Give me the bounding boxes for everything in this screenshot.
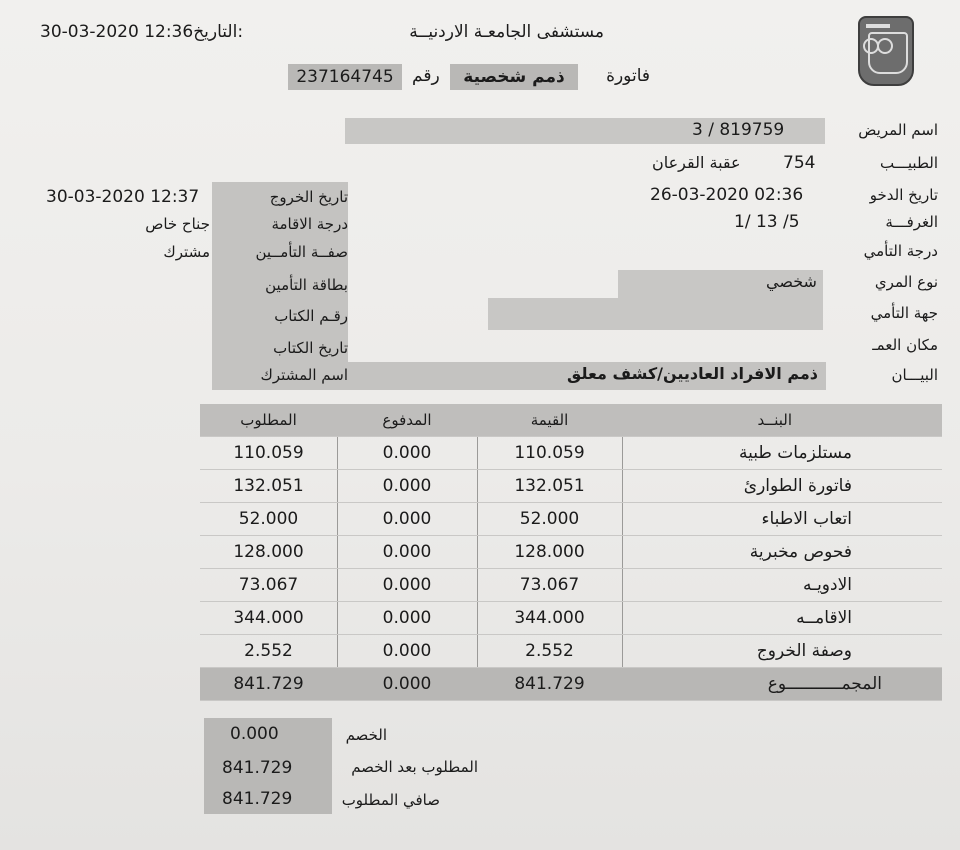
table-row: [200, 536, 942, 569]
table-total-row: [200, 668, 942, 701]
cell-item: وصفة الخروج: [756, 641, 852, 661]
cell-value: 52.000: [519, 509, 580, 529]
insurer-label: جهة التأمي: [870, 304, 938, 322]
after-discount-label: المطلوب بعد الخصم: [351, 758, 478, 776]
invoice-word: فاتورة: [606, 66, 650, 86]
hospital-name: مستشفى الجامعـة الاردنيــة: [409, 22, 604, 42]
print-date-label: التاريخ:: [193, 22, 244, 42]
cell-item: فاتورة الطوارئ: [743, 476, 852, 496]
statement-value: ذمم الافراد العاديين/كشف معلق: [567, 364, 818, 383]
cell-item: الاقامــه: [796, 608, 852, 628]
patient-file-number: 3 / 819759: [692, 120, 785, 140]
workplace-label: مكان العمـ: [872, 336, 938, 354]
cell-paid: 0.000: [382, 509, 432, 529]
cell-required: 128.000: [233, 542, 304, 562]
net-label: صافي المطلوب: [341, 791, 440, 809]
doctor-code: 754: [783, 153, 816, 173]
letter-number-label: رقـم الكتاب: [274, 307, 348, 325]
stay-degree-label: درجة الاقامة: [271, 215, 348, 233]
insurance-status: مشترك: [163, 243, 210, 261]
cell-value: 128.000: [514, 542, 585, 562]
insurance-card-label: بطاقة التأمين: [265, 276, 348, 294]
cell-required: 344.000: [233, 608, 304, 628]
statement-label: البيـــان: [891, 366, 938, 384]
discount-label: الخصم: [345, 726, 387, 744]
table-row: [200, 437, 942, 470]
patient-type: شخصي: [766, 272, 817, 291]
cell-paid: 0.000: [382, 476, 432, 496]
exit-date: 30-03-2020 12:37: [46, 187, 200, 207]
cell-paid: 0.000: [382, 641, 432, 661]
header-paid: المدفوع: [382, 411, 432, 429]
invoice-number-label: رقم: [412, 66, 440, 86]
letter-date-label: تاريخ الكتاب: [273, 339, 348, 357]
after-discount-value: 841.729: [222, 758, 293, 778]
admission-date: 26-03-2020 02:36: [650, 185, 804, 205]
insurer-redaction: [488, 298, 823, 330]
cell-paid: 0.000: [382, 608, 432, 628]
invoice-number: 237164745: [288, 64, 402, 90]
header-item: البنــد: [757, 411, 792, 429]
header-required: المطلوب: [240, 411, 297, 429]
cell-item: اتعاب الاطباء: [761, 509, 852, 529]
cell-value: 73.067: [519, 575, 580, 595]
cell-item: مستلزمات طبية: [738, 443, 852, 463]
patient-type-label: نوع المري: [874, 273, 938, 291]
patient-name-label: اسم المريض: [858, 121, 938, 139]
table-row: [200, 602, 942, 635]
cell-required: 110.059: [233, 443, 304, 463]
total-label: المجمـــــــــــوع: [767, 674, 882, 694]
cell-value: 132.051: [514, 476, 585, 496]
header-value: القيمة: [530, 411, 569, 429]
cell-required: 2.552: [244, 641, 293, 661]
cell-paid: 0.000: [382, 443, 432, 463]
cell-item: الادويـه: [802, 575, 852, 595]
cell-paid: 0.000: [382, 575, 432, 595]
print-date-value: 30-03-2020 12:36: [40, 22, 194, 42]
charges-table: [200, 404, 942, 701]
table-header-row: [200, 404, 942, 437]
stay-degree: جناح خاص: [145, 215, 210, 233]
cell-required: 132.051: [233, 476, 304, 496]
table-row: [200, 470, 942, 503]
room-number: 1/ 13 /5: [734, 212, 800, 232]
cell-required: 52.000: [238, 509, 299, 529]
print-date: [40, 22, 243, 42]
subscriber-label: اسم المشترك: [260, 366, 348, 384]
cell-paid: 0.000: [382, 542, 432, 562]
room-label: الغرفـــة: [885, 213, 938, 231]
discount-value: 0.000: [230, 724, 279, 744]
total-value: 841.729: [514, 674, 585, 694]
total-required: 841.729: [233, 674, 304, 694]
insurance-status-label: صفــة التأمــين: [255, 243, 348, 261]
cell-item: فحوص مخبرية: [749, 542, 852, 562]
invoice-type: ذمم شخصية: [450, 64, 578, 90]
total-paid: 0.000: [382, 674, 432, 694]
cell-required: 73.067: [238, 575, 299, 595]
cell-value: 110.059: [514, 443, 585, 463]
university-logo: [858, 16, 914, 86]
admission-label: تاريخ الدخو: [869, 186, 938, 204]
doctor-label: الطبيـــب: [879, 154, 938, 172]
doctor-name: عقبة القرعان: [652, 153, 741, 172]
table-row: [200, 569, 942, 602]
cell-value: 2.552: [525, 641, 574, 661]
insurance-degree-label: درجة التأمي: [863, 242, 938, 260]
table-row: [200, 635, 942, 668]
cell-value: 344.000: [514, 608, 585, 628]
exit-date-label: تاريخ الخروج: [269, 188, 348, 206]
table-row: [200, 503, 942, 536]
net-value: 841.729: [222, 789, 293, 809]
